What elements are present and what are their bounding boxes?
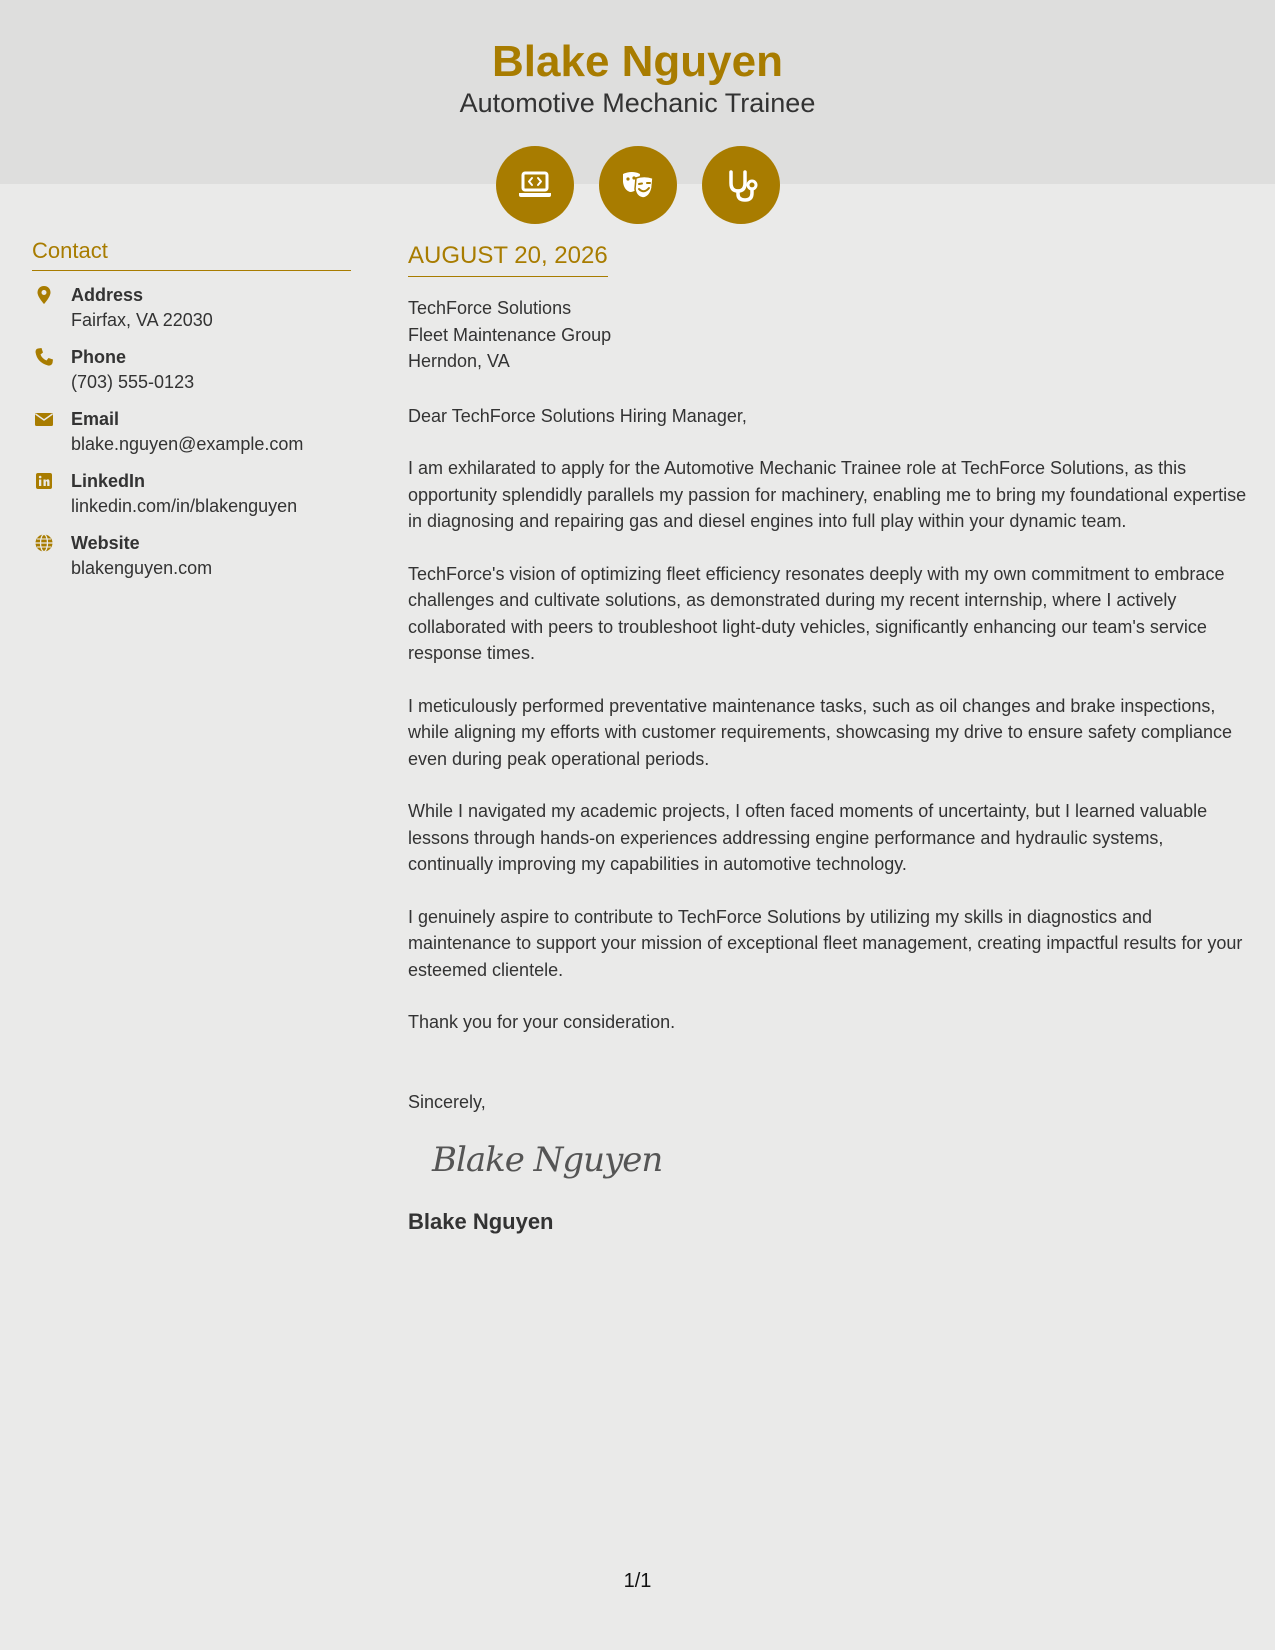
job-title: Automotive Mechanic Trainee [459, 88, 816, 118]
envelope-icon [34, 409, 54, 429]
contact-label: Email [71, 409, 120, 429]
closing: Sincerely, [408, 1091, 486, 1112]
letter-paragraph: TechForce's vision of optimizing fleet efficiency resonates deeply with my own commitment to embrace challenges and cultivate solutions, as demonstrated during my recent internship, where I actively collaborated with peers to troubleshoot light-duty vehicles, significantly enhancing our team's service response times. [408, 563, 1225, 663]
recipient-company: TechForce Solutions [408, 298, 572, 318]
page-number: 1/1 [623, 1570, 652, 1592]
recipient-department: Fleet Maintenance Group [408, 324, 612, 345]
contact-sidebar [32, 236, 351, 581]
contact-label: Website [71, 533, 140, 553]
laptop-code-icon [496, 146, 574, 224]
contact-address [32, 283, 351, 333]
recipient-location: Herndon, VA [408, 351, 510, 371]
contact-label: Address [71, 285, 144, 305]
salutation: Dear TechForce Solutions Hiring Manager, [408, 405, 747, 426]
signoff-name: Blake Nguyen [408, 1209, 554, 1234]
phone-icon [34, 347, 54, 367]
applicant-name: Blake Nguyen [492, 37, 783, 86]
letter-paragraph: I genuinely aspire to contribute to TechForce Solutions by utilizing my skills in diagnostics and maintenance to support your mission of exceptional fleet management, creating impactful results for your esteemed clientele. [408, 906, 1243, 980]
handwritten-signature: Blake Nguyen [432, 1140, 663, 1180]
contact-website [32, 531, 351, 581]
letter-paragraph: I meticulously performed preventative maintenance tasks, such as oil changes and brake inspections, while aligning my efforts with customer requirements, showcasing my drive to ensure safety compliance even during peak operational periods. [408, 695, 1233, 769]
contact-value: (703) 555-0123 [71, 372, 195, 392]
contact-value[interactable]: linkedin.com/in/blakenguyen [71, 496, 298, 516]
letter-paragraph: Thank you for your consideration. [408, 1012, 676, 1032]
contact-value: Fairfax, VA 22030 [71, 310, 213, 330]
contact-value[interactable]: blake.nguyen@example.com [71, 434, 304, 454]
contact-heading: Contact [32, 236, 351, 271]
letter-paragraph: While I navigated my academic projects, I often faced moments of uncertainty, but I learned valuable lessons through hands-on experiences addressing engine performance and hydraulic systems, continually improving my capabilities in automotive technology. [408, 801, 1208, 874]
globe-icon [34, 533, 54, 553]
letter-date: AUGUST 20, 2026 [408, 240, 608, 277]
contact-linkedin [32, 469, 351, 519]
contact-phone [32, 345, 351, 395]
letter-paragraph: I am exhilarated to apply for the Automotive Mechanic Trainee role at TechForce Solutions, as this opportunity splendidly parallels my passion for machinery, enabling me to bring my foundational expertise in diagnosing and repairing gas and diesel engines into full play within your dynamic team. [408, 458, 1247, 531]
stethoscope-icon [702, 146, 780, 224]
contact-email [32, 407, 351, 457]
theater-masks-icon [599, 146, 677, 224]
linkedin-icon [34, 471, 54, 491]
cover-letter-body [408, 240, 1248, 1237]
contact-value[interactable]: blakenguyen.com [71, 558, 213, 578]
contact-label: LinkedIn [71, 471, 146, 491]
recipient-block [408, 295, 1248, 375]
contact-label: Phone [71, 347, 127, 367]
map-pin-icon [34, 285, 54, 305]
